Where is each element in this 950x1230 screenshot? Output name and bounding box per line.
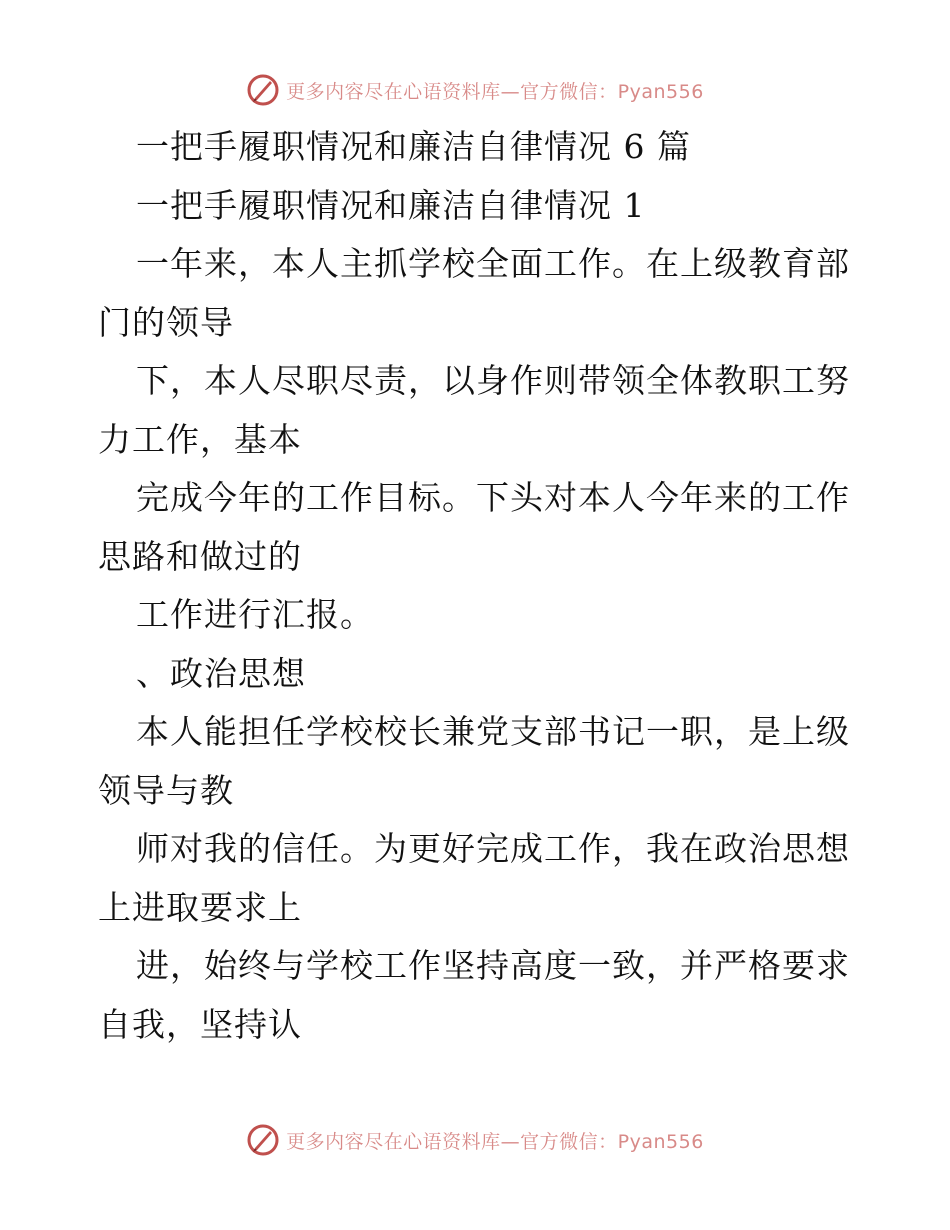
quill-pen-logo-icon bbox=[246, 1123, 280, 1157]
text-line: 下，本人尽职尽责，以身作则带领全体教职工努 bbox=[136, 361, 850, 400]
text-line: 完成今年的工作目标。下头对本人今年来的工作 bbox=[136, 478, 850, 517]
footer-watermark bbox=[0, 1120, 950, 1160]
text-line: 自我，坚持认 bbox=[98, 1004, 302, 1044]
document-body bbox=[98, 118, 858, 1054]
text-line: 、政治思想 bbox=[136, 653, 306, 693]
quill-pen-logo-icon bbox=[246, 73, 280, 107]
watermark-text: 更多内容尽在心语资料库—官方微信：Pyan556 bbox=[286, 80, 704, 103]
text-line: 一年来，本人主抓学校全面工作。在上级教育部 bbox=[136, 244, 850, 283]
text-line: 一把手履职情况和廉洁自律情况 6 篇 bbox=[136, 127, 691, 166]
header-watermark bbox=[0, 70, 950, 110]
watermark-text: 更多内容尽在心语资料库—官方微信：Pyan556 bbox=[286, 1130, 704, 1153]
text-line: 领导与教 bbox=[98, 770, 234, 810]
text-line: 师对我的信任。为更好完成工作，我在政治思想 bbox=[136, 829, 850, 868]
text-line: 思路和做过的 bbox=[98, 536, 302, 576]
text-line: 上进取要求上 bbox=[98, 887, 302, 927]
text-line: 本人能担任学校校长兼党支部书记一职，是上级 bbox=[136, 712, 850, 751]
text-line: 力工作，基本 bbox=[98, 419, 302, 459]
text-line: 一把手履职情况和廉洁自律情况 1 bbox=[136, 185, 646, 225]
text-line: 进，始终与学校工作坚持高度一致，并严格要求 bbox=[136, 946, 850, 985]
text-line: 门的领导 bbox=[98, 302, 234, 342]
text-line: 工作进行汇报。 bbox=[136, 595, 374, 634]
